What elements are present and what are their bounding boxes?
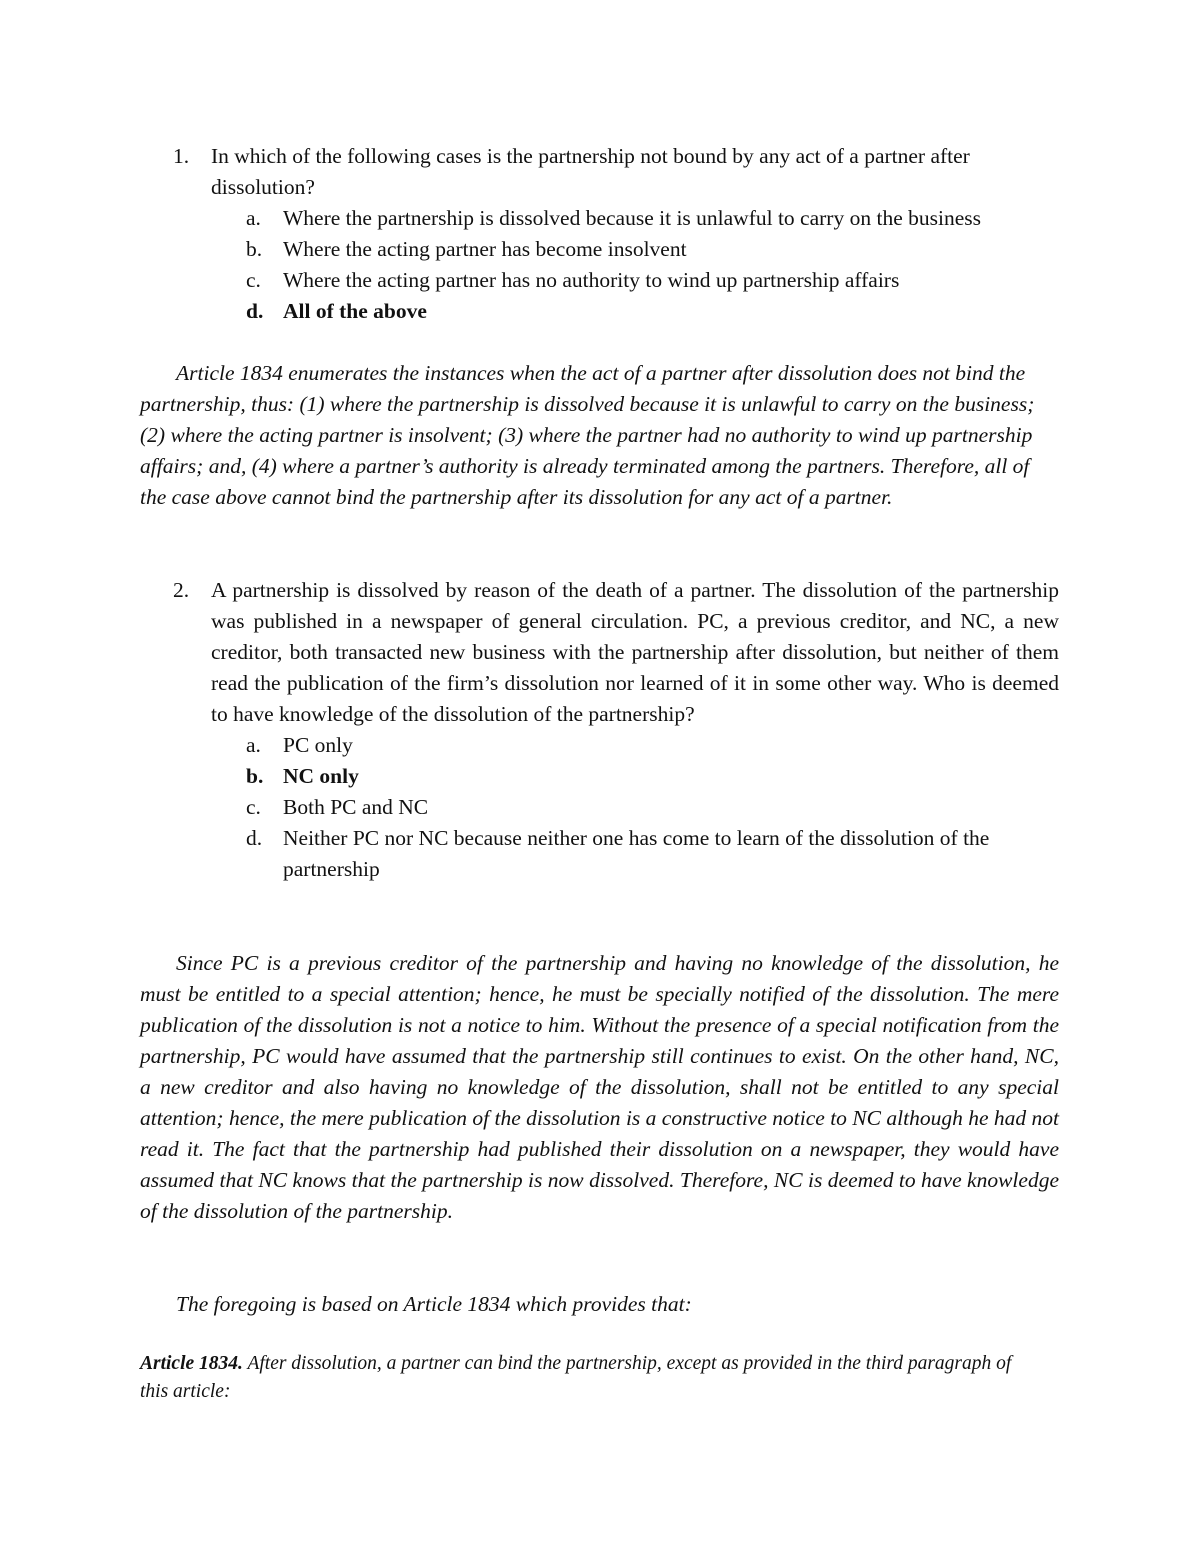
article-text: After dissolution, a partner can bind the partnership, except as provided in the third paragraph of this article: [140,1353,1012,1402]
question-1 [173,141,1059,327]
question-1-option-b [246,234,1059,265]
option-letter: a. [246,733,261,757]
question-2-option-b-correct [246,761,1059,792]
question-2 [173,575,1059,885]
option-letter: d. [246,299,264,323]
question-2-option-d [246,823,1059,885]
question-2-options [246,730,1059,885]
option-text: Where the acting partner has no authority to wind up partnership affairs [283,268,900,292]
article-title: Article 1834. [140,1353,243,1374]
option-text: Where the partnership is dissolved because it is unlawful to carry on the business [283,206,981,230]
question-2-text: A partnership is dissolved by reason of the death of a partner. The dissolution of the partnership was published in a newspaper of general circulation. PC, a previous creditor, and NC, a new creditor, both transacted new business with the partnership after dissolution, but neither of them read the publication of the firm’s dissolution nor learned of it in some other way. Who is deemed to have knowledge of the dissolution of the partnership? [211,578,1059,726]
option-letter: c. [246,268,261,292]
option-letter: b. [246,764,264,788]
option-text: Neither PC nor NC because neither one has come to learn of the dissolution of the partnership [283,826,990,881]
option-text: Where the acting partner has become insolvent [283,237,687,261]
option-letter: b. [246,237,263,261]
question-1-option-d-correct [246,296,1059,327]
option-letter: d. [246,826,263,850]
question-1-explanation: Article 1834 enumerates the instances when the act of a partner after dissolution does not bind the partnership, thus: (1) where the partnership is dissolved because it is unlawful to carry on the business; (2) where the acting partner is insolvent; (3) where the partner had no authority to wind up partnership affairs; and, (4) where a partner’s authority is already terminated among the partners. Therefore, all of the case above cannot bind the partnership after its dissolution for any act of a partner. [140,361,1035,509]
question-1-options [246,203,1059,327]
question-2-number: 2. [173,578,190,602]
option-text: Both PC and NC [283,795,429,819]
article-1834-excerpt [140,1350,1040,1406]
foregoing-statement: The foregoing is based on Article 1834 which provides that: [176,1292,692,1316]
question-1-number: 1. [173,144,190,168]
option-text: All of the above [283,299,427,323]
option-text: NC only [283,764,359,788]
question-2-option-a [246,730,1059,761]
option-letter: c. [246,795,261,819]
question-1-text: In which of the following cases is the partnership not bound by any act of a partner after dissolution? [211,144,970,199]
question-1-option-a [246,203,1059,234]
question-2-option-c [246,792,1059,823]
question-1-option-c [246,265,1059,296]
option-text: PC only [283,733,353,757]
option-letter: a. [246,206,261,230]
question-2-explanation: Since PC is a previous creditor of the partnership and having no knowledge of the dissolution, he must be entitled to a special attention; hence, he must be specially notified of the dissolution. The mere publication of the dissolution is not a notice to him. Without the presence of a special notification from the partnership, PC would have assumed that the partnership still continues to exist. On the other hand, NC, a new creditor and also having no knowledge of the dissolution, shall not be entitled to any special attention; hence, the mere publication of the dissolution is a constructive notice to NC although he had not read it. The fact that the partnership had published their dissolution on a newspaper, they would have assumed that NC knows that the partnership is now dissolved. Therefore, NC is deemed to have knowledge of the dissolution of the partnership. [140,951,1059,1223]
